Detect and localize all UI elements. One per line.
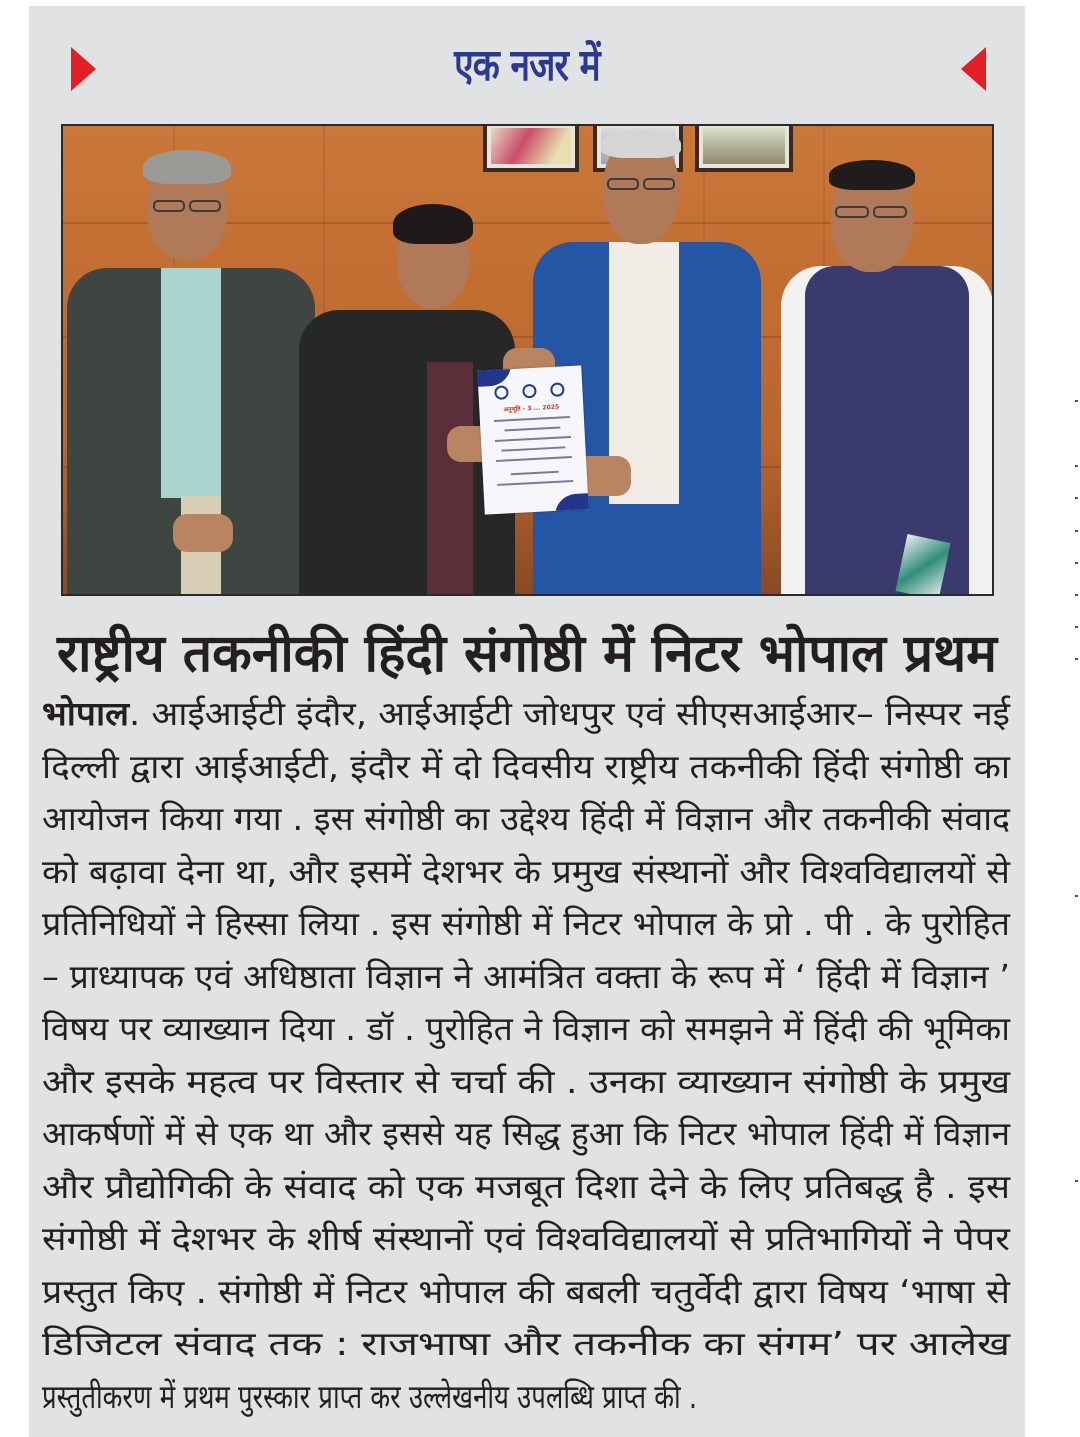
body-line xyxy=(42,1318,1012,1371)
body-text: और इसके महत्व पर विस्तार से चर्चा की . उनका व्याख्यान संगोष्ठी के प्रमुख xyxy=(42,1061,1011,1101)
body-line xyxy=(42,898,1012,951)
logo-icon xyxy=(522,384,537,399)
adjacent-column-fragment xyxy=(1075,530,1078,532)
adjacent-column-fragment xyxy=(1075,562,1078,564)
headline-text: राष्ट्रीय तकनीकी हिंदी संगोष्ठी में निटर भोपाल प्रथम xyxy=(56,624,997,684)
body-line xyxy=(42,1003,1012,1056)
triangle-left-icon xyxy=(961,47,986,91)
body-text: प्रस्तुत किए . संगोष्ठी में निटर भोपाल की बबली चतुर्वेदी द्वारा विषय ‘भाषा से xyxy=(42,1271,1011,1311)
news-photo xyxy=(61,124,994,596)
body-line xyxy=(42,1108,1012,1161)
section-title: एक नजर में xyxy=(454,40,600,91)
adjacent-column-fragment xyxy=(1075,626,1078,628)
adjacent-column-fragment xyxy=(1075,895,1078,897)
body-line xyxy=(42,846,1012,899)
body-line xyxy=(42,1056,1012,1109)
article-headline xyxy=(29,616,1025,692)
body-text: . आईआईटी इंदौर, आईआईटी जोधपुर एवं सीएसआईआर– निस्पर नई xyxy=(129,694,1010,733)
body-text: प्रस्तुतीकरण में प्रथम पुरस्कार प्राप्त कर उल्लेखनीय उपलब्धि प्राप्त की . xyxy=(42,1376,698,1416)
body-text: संगोष्ठी में देशभर के शीर्ष संस्थानों एवं विश्वविद्यालयों से प्रतिभागियों ने पेपर xyxy=(42,1219,1011,1258)
body-line xyxy=(42,688,1012,741)
adjacent-column-fragment xyxy=(1075,400,1078,402)
news-panel xyxy=(29,6,1025,1437)
body-line xyxy=(42,951,1012,1004)
adjacent-column-fragment xyxy=(1075,1180,1078,1182)
adjacent-column-fragment xyxy=(1075,594,1078,596)
logo-icon xyxy=(494,385,509,400)
certificate-title: अनुभूति - 3 ... 2025 xyxy=(503,403,560,414)
certificate xyxy=(477,365,588,514)
triangle-right-icon xyxy=(71,47,96,91)
body-text: – प्राध्यापक एवं अधिष्ठाता विज्ञान ने आमंत्रित वक्ता के रूप में ‘ हिंदी में विज्ञान ’ xyxy=(42,956,1011,996)
body-text: और प्रौद्योगिकी के संवाद को एक मजबूत दिशा देने के लिए प्रतिबद्ध है . इस xyxy=(42,1166,1011,1206)
body-line xyxy=(42,793,1012,846)
body-text: आकर्षणों में से एक था और इससे यह सिद्ध हुआ कि निटर भोपाल हिंदी में विज्ञान xyxy=(42,1114,1010,1153)
wall-picture-frame xyxy=(483,124,579,172)
body-line xyxy=(42,1371,1012,1424)
body-text: प्रतिनिधियों ने हिस्सा लिया . इस संगोष्ठी में निटर भोपाल के प्रो . पी . के पुरोहित xyxy=(42,904,1010,943)
dateline: भोपाल xyxy=(42,694,130,733)
body-text: दिल्ली द्वारा आईआईटी, इंदौर में दो दिवसीय राष्ट्रीय तकनीकी हिंदी संगोष्ठी का xyxy=(42,746,1011,786)
body-text: विषय पर व्याख्यान दिया . डॉ . पुरोहित ने विज्ञान को समझने में हिंदी की भूमिका xyxy=(42,1009,1010,1048)
body-line xyxy=(42,1266,1012,1319)
body-line xyxy=(42,1213,1012,1266)
wall-picture-frame xyxy=(695,124,793,172)
adjacent-column-fragment xyxy=(1075,658,1078,660)
body-line xyxy=(42,741,1012,794)
body-text: आयोजन किया गया . इस संगोष्ठी का उद्देश्य हिंदी में विज्ञान और तकनीकी संवाद xyxy=(42,799,1011,838)
logo-icon xyxy=(550,382,565,397)
adjacent-column-fragment xyxy=(1075,465,1078,467)
body-line xyxy=(42,1161,1012,1214)
body-text: को बढ़ावा देना था, और इसमें देशभर के प्रमुख संस्थानों और विश्वविद्यालयों से xyxy=(42,851,1010,891)
adjacent-column-fragment xyxy=(1075,497,1078,499)
body-text: डिजिटल संवाद तक : राजभाषा और तकनीक का संगम’ पर आलेख xyxy=(42,1324,1011,1363)
article-body xyxy=(42,688,1012,1423)
